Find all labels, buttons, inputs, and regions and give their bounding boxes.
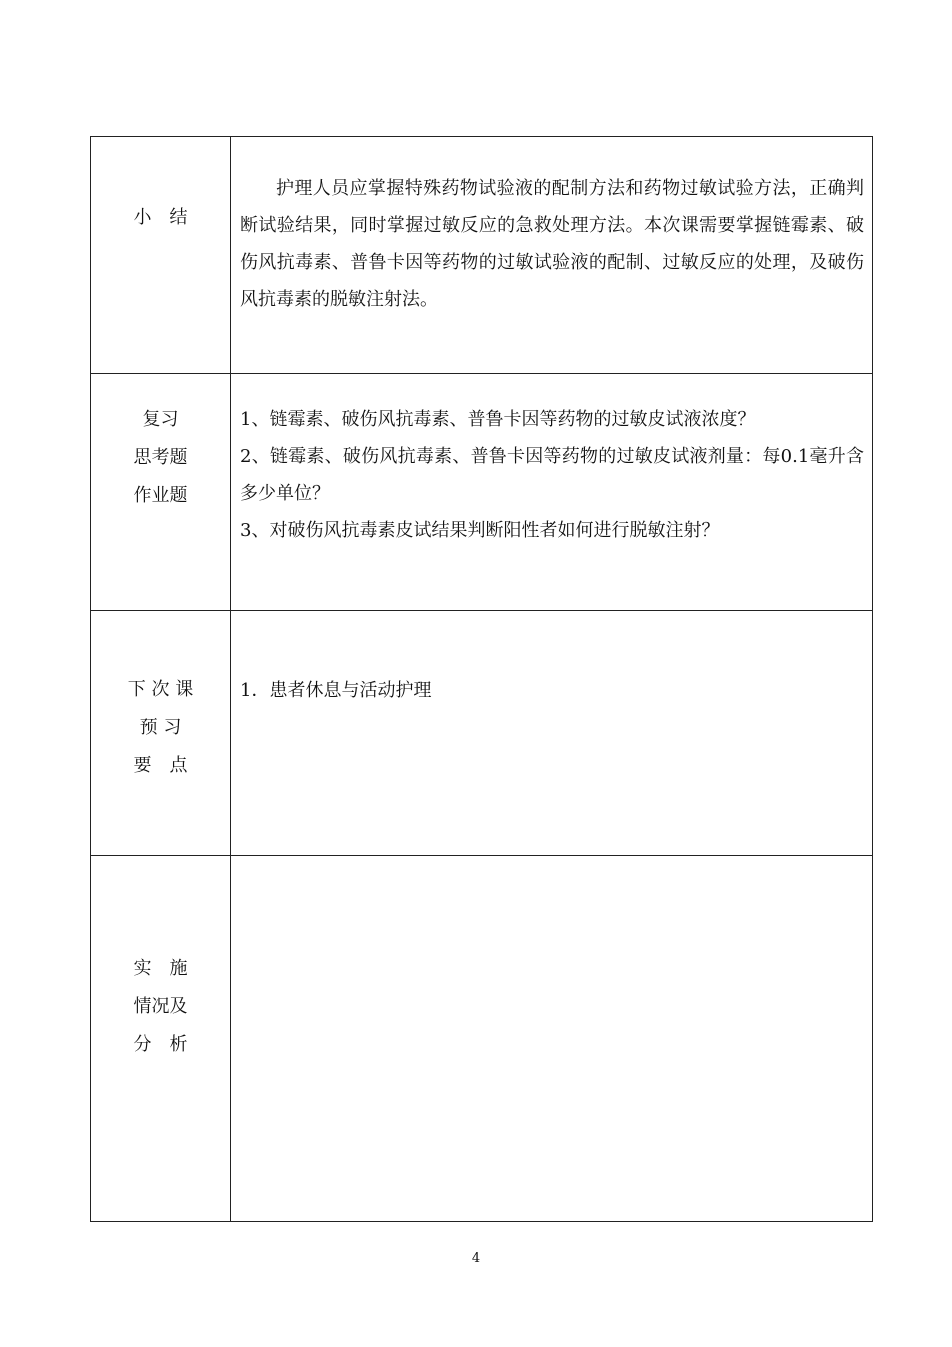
preview-label-line: 下 次 课 bbox=[127, 679, 194, 700]
review-question: 3、对破伤风抗毒素皮试结果判断阳性者如何进行脱敏注射？ bbox=[240, 520, 720, 541]
summary-content-cell bbox=[231, 137, 873, 374]
review-label-line: 复习 bbox=[142, 409, 179, 430]
summary-label bbox=[91, 137, 230, 237]
review-label-cell bbox=[91, 374, 231, 611]
implementation-label-line: 分 析 bbox=[133, 1034, 188, 1055]
preview-point: 1．患者休息与活动护理 bbox=[240, 680, 432, 701]
implementation-label-cell bbox=[91, 856, 231, 1222]
review-label-line: 作业题 bbox=[133, 485, 188, 506]
implementation-label-line: 情况及 bbox=[133, 996, 188, 1017]
lesson-plan-table bbox=[90, 136, 873, 1222]
implementation-row bbox=[91, 856, 873, 1222]
preview-row bbox=[91, 611, 873, 856]
review-label bbox=[91, 374, 230, 515]
preview-label-line: 要 点 bbox=[133, 755, 188, 776]
preview-label bbox=[91, 611, 230, 785]
preview-label-cell bbox=[91, 611, 231, 856]
implementation-label-line: 实 施 bbox=[133, 958, 188, 979]
review-row bbox=[91, 374, 873, 611]
summary-row bbox=[91, 137, 873, 374]
implementation-label bbox=[91, 856, 230, 1064]
summary-text: 护理人员应掌握特殊药物试验液的配制方法和药物过敏试验方法，正确判断试验结果，同时掌握过敏反应的急救处理方法。本次课需要掌握链霉素、破伤风抗毒素、普鲁卡因等药物的过敏试验液的配制、过敏反应的处理，及破伤风抗毒素的脱敏注射法。 bbox=[240, 178, 864, 310]
review-label-line: 思考题 bbox=[133, 447, 188, 468]
preview-content-cell bbox=[231, 611, 873, 856]
review-question: 1、链霉素、破伤风抗毒素、普鲁卡因等药物的过敏皮试液浓度？ bbox=[240, 409, 756, 430]
page-number: 4 bbox=[471, 1251, 481, 1266]
summary-label-line: 小 结 bbox=[133, 207, 188, 228]
preview-label-line: 预 习 bbox=[139, 717, 182, 738]
review-content-cell bbox=[231, 374, 873, 611]
summary-label-cell bbox=[91, 137, 231, 374]
implementation-content-cell bbox=[231, 856, 873, 1222]
review-question: 2、链霉素、破伤风抗毒素、普鲁卡因等药物的过敏皮试液剂量：每0.1毫升含多少单位？ bbox=[240, 446, 864, 504]
